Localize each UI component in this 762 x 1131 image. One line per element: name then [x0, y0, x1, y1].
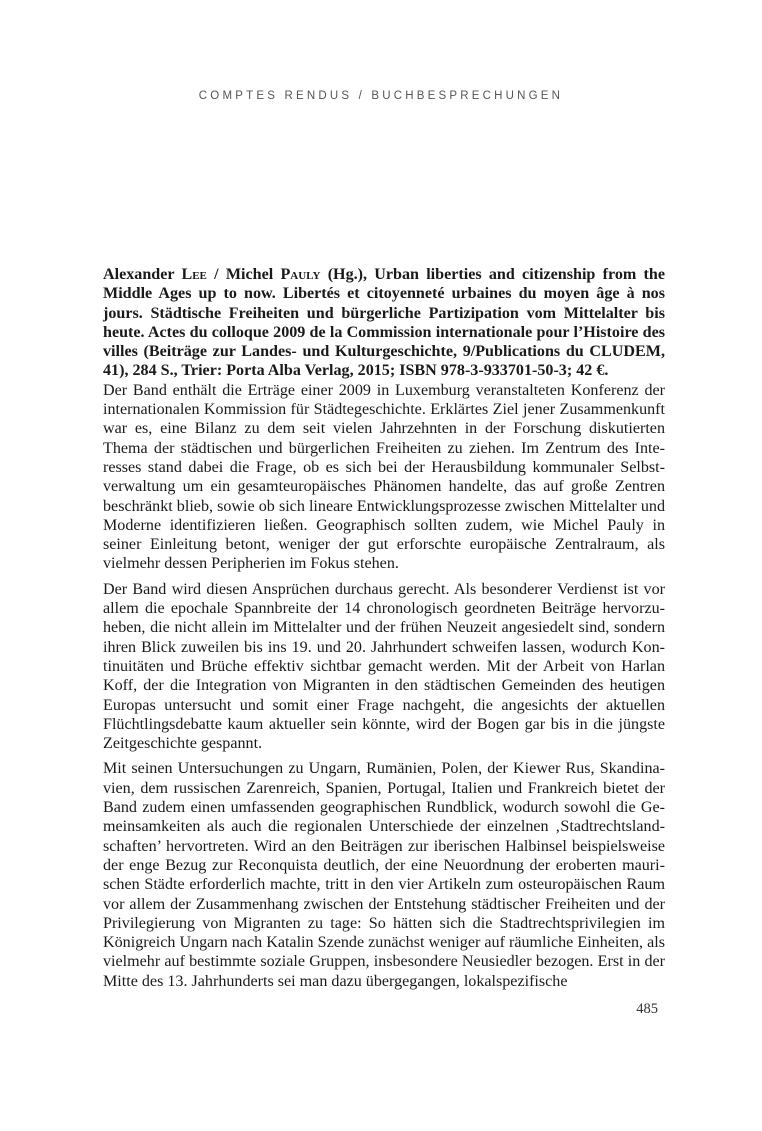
review-body [103, 265, 665, 991]
citation-details: (Hg.), Urban liberties and citizenship from the Middle Ages up to now. Libertés et citoyenneté urbaines du moyen âge à nos jours. Städtische Freiheiten und bürgerliche Partizipation vom Mittelalter bis heute. Actes du colloque 2009 de la Commission internationale pour l’Histoire des villes (Beiträge zur Landes- und Kulturgeschichte, 9/Publications du CLUDEM, 41), 284 S., Trier: Porta Alba Verlag, 2015; ISBN 978-3-933701-50-3; 42 €. [103, 266, 665, 380]
author2-last-name: Pauly [280, 266, 321, 283]
page-number: 485 [636, 1001, 658, 1017]
author1-last-name: Lee [181, 266, 207, 283]
author1-first-name: Alexander [103, 266, 182, 283]
running-head: COMPTES RENDUS / BUCHBESPRECHUNGEN [198, 90, 564, 102]
paragraph-2: Der Band wird diesen Ansprüchen durchaus gerecht. Als besonderer Verdienst ist vor allem die epochale Spannbreite der 14 chronologisch geordneten Beiträge hervorzuheben, die nicht allein im Mittelalter und der frühen Neuzeit angesiedelt sind, sondern ihren Blick zuweilen bis ins 19. und 20. Jahrhundert schweifen lassen, wodurch Kontinuitäten und Brüche effektiv sichtbar gemacht werden. Mit der Arbeit von Harlan Koff, der die Integration von Migranten in den städtischen Gemeinden des heutigen Europas untersucht und somit einer Frage nachgeht, die angesichts der aktuellen Flüchtlingsdebatte kaum aktueller sein könnte, wird der Bogen gar bis in die jüngste Zeitgeschichte gespannt. [103, 580, 665, 753]
paragraph-1: Der Band enthält die Erträge einer 2009 in Luxemburg veranstalteten Konferenz der internationalen Kommission für Städtegeschichte. Erklärtes Ziel jener Zusammenkunft war es, eine Bilanz zu dem seit vielen Jahrzehnten in der Forschung diskutierten Thema der städtischen und bürgerlichen Freiheiten zu ziehen. Im Zentrum des Interesses stand dabei die Frage, ob es sich bei der Herausbildung kommunaler Selbstverwaltung um ein gesamteuropäisches Phänomen handelte, das auf große Zentren beschränkt blieb, sowie ob sich lineare Entwicklungsprozesse zwischen Mittelalter und Moderne identifizieren ließen. Geographisch sollten zudem, wie Michel Pauly in seiner Einleitung betont, weniger der gut erforschte europäische Zentralraum, als vielmehr dessen Peripherien im Fokus stehen. [103, 381, 665, 573]
bibliographic-citation [103, 265, 665, 381]
paragraph-3: Mit seinen Untersuchungen zu Ungarn, Rumänien, Polen, der Kiewer Rus, Skandinavien, dem russischen Zarenreich, Spanien, Portugal, Italien und Frankreich bietet der Band zudem einen umfassenden geographischen Rundblick, wodurch sowohl die Gemeinsamkeiten als auch die regionalen Unterschiede der einzelnen ‚Stadtrechtslandschaften’ hervortreten. Wird an den Beiträgen zur iberischen Halbinsel beispielsweise der enge Bezug zur Reconquista deutlich, der eine Neuordnung der eroberten maurischen Städte erforderlich machte, tritt in den vier Artikeln zum osteuropäischen Raum vor allem der Zusammenhang zwischen der Entstehung städtischer Freiheiten und der Privilegierung von Migranten zu tage: So hätten sich die Stadtrechtsprivilegien im Königreich Ungarn nach Katalin Szende zunächst weniger auf räumliche Einheiten, als vielmehr auf bestimmte soziale Gruppen, insbesondere Neusiedler bezogen. Erst in der Mitte des 13. Jahrhunderts sei man dazu übergegangen, lokalspezifische [103, 760, 665, 990]
author-separator: / Michel [206, 266, 281, 283]
